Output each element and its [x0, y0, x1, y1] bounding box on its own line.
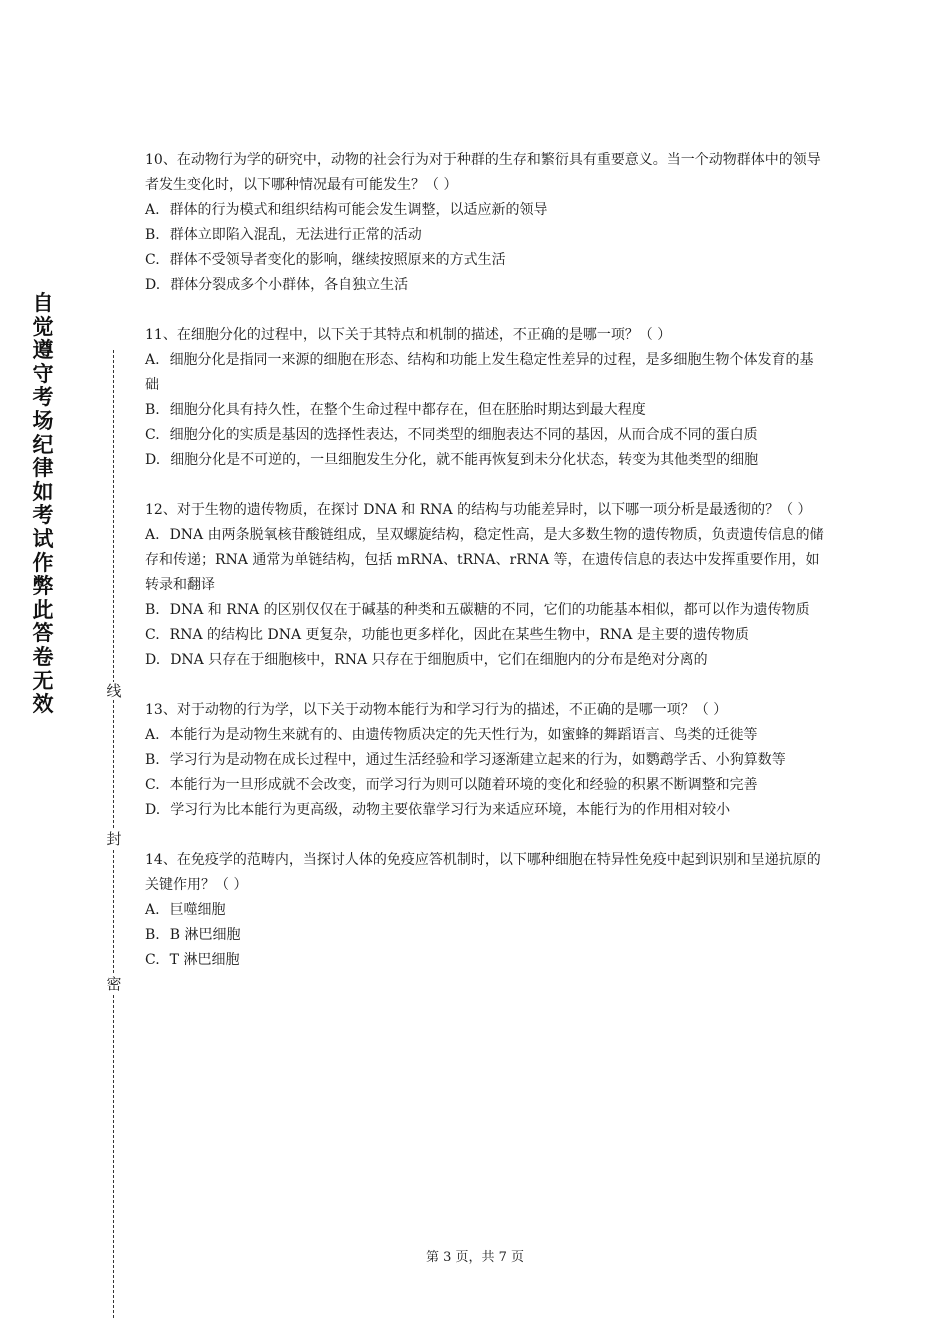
question-14	[145, 848, 825, 973]
option-letter: A.	[145, 352, 160, 368]
option-text: 细胞分化是指同一来源的细胞在形态、结构和功能上发生稳定性差异的过程，是多细胞生物个体发育的基础	[145, 352, 814, 393]
option-b	[145, 598, 825, 623]
option-d	[145, 448, 825, 473]
notice-char: 答	[32, 621, 54, 646]
notice-char: 效	[32, 692, 54, 717]
option-letter: A.	[145, 902, 160, 918]
option-text: 细胞分化的实质是基因的选择性表达，不同类型的细胞表达不同的基因，从而合成不同的蛋白质	[169, 427, 758, 443]
option-text: 群体不受领导者变化的影响，继续按照原来的方式生活	[169, 252, 506, 268]
option-d	[145, 798, 825, 823]
option-text: 群体分裂成多个小群体，各自独立生活	[170, 277, 409, 293]
option-text: 巨噬细胞	[169, 902, 226, 918]
notice-char: 此	[32, 597, 54, 622]
page-footer: 第 3 页，共 7 页	[425, 1250, 525, 1265]
option-letter: C.	[145, 427, 160, 443]
option-text: 群体的行为模式和组织结构可能会发生调整，以适应新的领导	[169, 202, 548, 218]
option-c	[145, 623, 825, 648]
option-text: 细胞分化是不可逆的，一旦细胞发生分化，就不能再恢复到未分化状态，转变为其他类型的细胞	[170, 452, 759, 468]
option-c	[145, 248, 825, 273]
option-c	[145, 948, 825, 973]
option-letter: D.	[145, 652, 161, 668]
question-stem: 10、在动物行为学的研究中，动物的社会行为对于种群的生存和繁衍具有重要意义。当一个动物群体中的领导者发生变化时，以下哪种情况最有可能发生？（ ）	[145, 152, 821, 193]
option-text: DNA 由两条脱氧核苷酸链组成，呈双螺旋结构，稳定性高，是大多数生物的遗传物质，负责遗传信息的储存和传递；RNA 通常为单链结构，包括 mRNA、tRNA、rRNA 等，在遗传信息的表达中发挥重要作用，如转录和翻译	[145, 527, 824, 593]
option-letter: B.	[145, 227, 160, 243]
option-letter: A.	[145, 727, 160, 743]
option-a	[145, 348, 825, 398]
option-text: B 淋巴细胞	[169, 927, 241, 943]
option-letter: B.	[145, 752, 160, 768]
option-letter: D.	[145, 277, 161, 293]
option-letter: A.	[145, 202, 160, 218]
option-text: DNA 只存在于细胞核中，RNA 只存在于细胞质中，它们在细胞内的分布是绝对分离的	[170, 652, 708, 668]
option-letter: C.	[145, 252, 160, 268]
notice-char: 觉	[32, 314, 54, 339]
option-letter: C.	[145, 952, 160, 968]
option-letter: D.	[145, 452, 161, 468]
notice-char: 如	[32, 479, 54, 504]
notice-char: 考	[32, 385, 54, 410]
option-d	[145, 273, 825, 298]
option-a	[145, 198, 825, 223]
notice-char: 作	[32, 550, 54, 575]
option-text: DNA 和 RNA 的区别仅仅在于碱基的种类和五碳糖的不同，它们的功能基本相似，都可以作为遗传物质	[169, 602, 810, 618]
option-text: 学习行为比本能行为更高级，动物主要依靠学习行为来适应环境，本能行为的作用相对较小	[170, 802, 731, 818]
option-letter: B.	[145, 402, 160, 418]
notice-char: 守	[32, 361, 54, 386]
question-stem: 12、对于生物的遗传物质，在探讨 DNA 和 RNA 的结构与功能差异时，以下哪一项分析是最透彻的？（ ）	[145, 502, 812, 518]
option-text: T 淋巴细胞	[169, 952, 240, 968]
option-c	[145, 423, 825, 448]
option-letter: B.	[145, 602, 160, 618]
option-d	[145, 648, 825, 673]
question-13	[145, 698, 825, 823]
option-text: RNA 的结构比 DNA 更复杂，功能也更多样化，因此在某些生物中，RNA 是主要的遗传物质	[169, 627, 749, 643]
binding-mark-seal: 封	[106, 830, 122, 848]
option-b	[145, 923, 825, 948]
binding-mark-secret: 密	[106, 975, 122, 993]
option-text: 细胞分化具有持久性，在整个生命过程中都存在，但在胚胎时期达到最大程度	[169, 402, 646, 418]
notice-char: 卷	[32, 644, 54, 669]
notice-char: 无	[32, 668, 54, 693]
question-10	[145, 148, 825, 298]
question-stem: 13、对于动物的行为学，以下关于动物本能行为和学习行为的描述，不正确的是哪一项？（ ）	[145, 702, 728, 718]
option-letter: D.	[145, 802, 161, 818]
notice-char: 遵	[32, 338, 54, 363]
notice-char: 律	[32, 456, 54, 481]
question-stem: 14、在免疫学的范畴内，当探讨人体的免疫应答机制时，以下哪种细胞在特异性免疫中起到识别和呈递抗原的关键作用？（ ）	[145, 852, 821, 893]
notice-char: 试	[32, 526, 54, 551]
option-b	[145, 223, 825, 248]
option-text: 本能行为是动物生来就有的、由遗传物质决定的先天性行为，如蜜蜂的舞蹈语言、鸟类的迁徙等	[169, 727, 758, 743]
question-11	[145, 323, 825, 473]
option-text: 学习行为是动物在成长过程中，通过生活经验和学习逐渐建立起来的行为，如鹦鹉学舌、小狗算数等	[169, 752, 786, 768]
option-letter: C.	[145, 627, 160, 643]
exam-discipline-notice	[28, 292, 58, 717]
option-a	[145, 523, 825, 598]
option-a	[145, 898, 825, 923]
notice-char: 考	[32, 503, 54, 528]
option-b	[145, 748, 825, 773]
notice-char: 弊	[32, 574, 54, 599]
binding-mark-line: 线	[106, 682, 122, 700]
option-b	[145, 398, 825, 423]
notice-char: 纪	[32, 432, 54, 457]
question-stem: 11、在细胞分化的过程中，以下关于其特点和机制的描述，不正确的是哪一项？（ ）	[145, 327, 672, 343]
option-text: 本能行为一旦形成就不会改变，而学习行为则可以随着环境的变化和经验的积累不断调整和完善	[169, 777, 758, 793]
notice-char: 自	[32, 291, 54, 315]
option-c	[145, 773, 825, 798]
option-letter: C.	[145, 777, 160, 793]
notice-char: 场	[32, 408, 54, 433]
option-text: 群体立即陷入混乱，无法进行正常的活动	[169, 227, 422, 243]
option-letter: A.	[145, 527, 160, 543]
option-letter: B.	[145, 927, 160, 943]
option-a	[145, 723, 825, 748]
question-12	[145, 498, 825, 673]
question-list	[145, 148, 825, 998]
